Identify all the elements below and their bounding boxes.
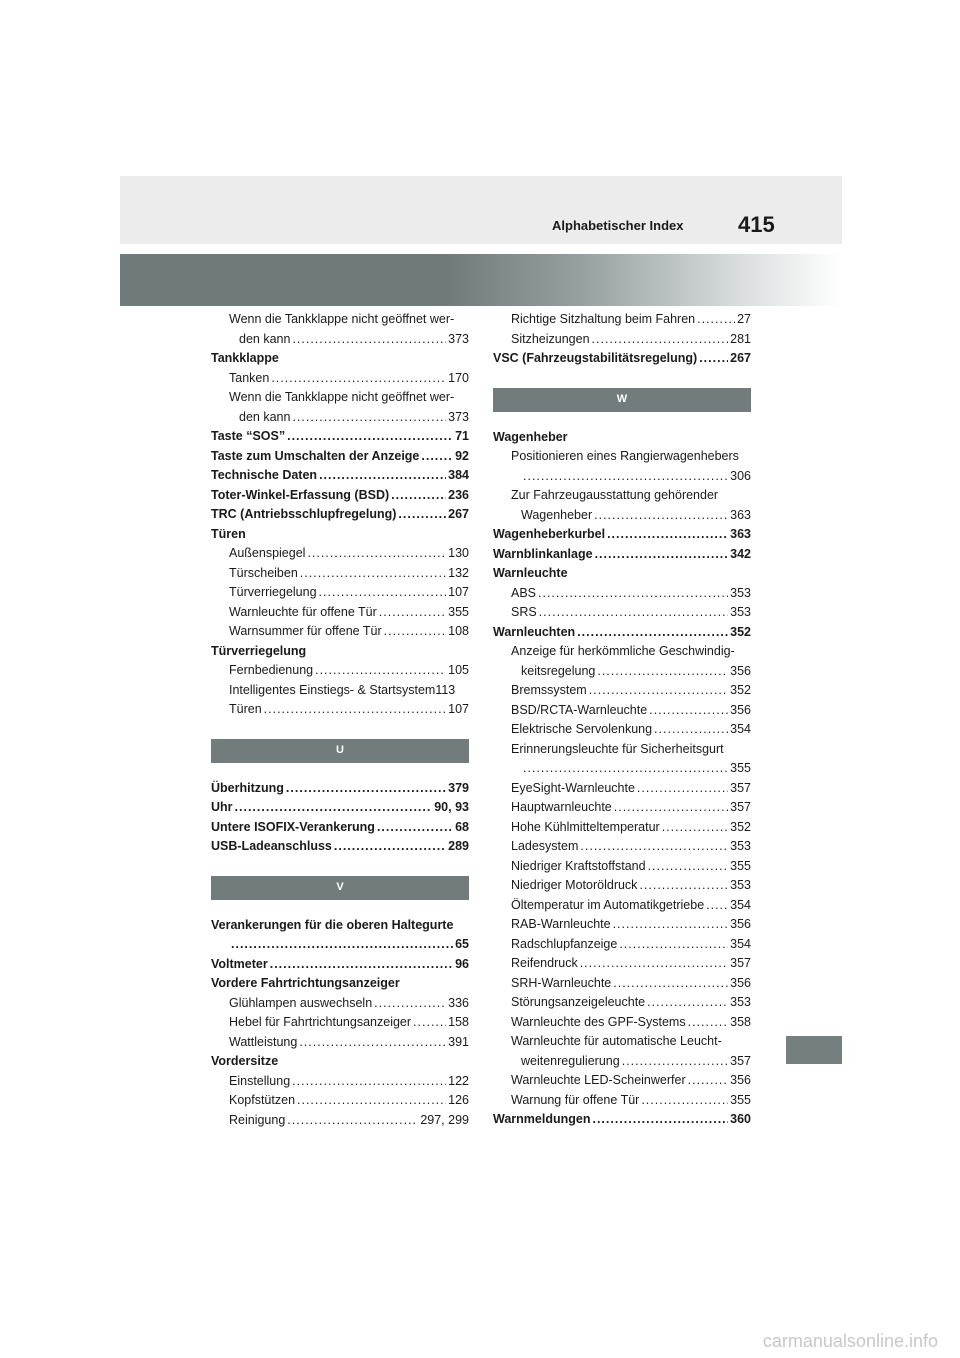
dot-leader (622, 1052, 728, 1072)
entry-label: Uhr (211, 800, 233, 814)
dot-leader (315, 661, 446, 681)
page-reference: 354 (730, 897, 751, 912)
letter-heading-v: V (211, 876, 469, 900)
index-subentry (493, 603, 751, 623)
page-reference: 357 (730, 780, 751, 795)
watermark: carmanualsonline.info (762, 1331, 938, 1351)
dot-leader (271, 369, 446, 389)
index-subentry (493, 330, 751, 350)
index-subentry (493, 701, 751, 721)
index-heading: Warnleuchte (493, 566, 568, 580)
entry-label: Kopfstützen (229, 1093, 296, 1107)
entry-label: ABS (511, 585, 537, 600)
page-reference: 357 (730, 956, 751, 970)
dot-leader (613, 974, 728, 994)
page-reference: 92 (455, 448, 469, 463)
dot-leader (589, 681, 728, 701)
index-subentry (493, 506, 751, 526)
dot-leader (319, 583, 447, 603)
dot-leader (384, 622, 447, 642)
dot-leader (523, 759, 728, 779)
entry-label: Einstellung (229, 1073, 291, 1088)
dot-leader (613, 915, 729, 935)
dot-leader (421, 447, 453, 467)
page-reference: 353 (730, 878, 751, 892)
entry-label: Warnung für offene Tür (511, 1092, 640, 1107)
index-heading: Wagenheber (493, 429, 568, 444)
dot-leader (398, 505, 446, 525)
index-entry (211, 818, 469, 838)
index-block-t (211, 310, 469, 720)
page-reference: 108 (448, 624, 469, 638)
index-entry (211, 466, 469, 486)
page-reference: 391 (448, 1034, 469, 1049)
dot-leader (580, 954, 728, 974)
dot-leader (319, 466, 446, 486)
dot-leader (577, 623, 728, 643)
dot-leader (641, 1091, 728, 1111)
page-reference: 336 (448, 995, 469, 1010)
index-subentry-text: Wenn die Tankklappe nicht geöffnet wer- (229, 390, 455, 404)
dot-leader (688, 1071, 729, 1091)
index-subentry (211, 661, 469, 681)
dot-leader (297, 1091, 446, 1111)
index-block-u (211, 779, 469, 857)
index-subentry (493, 720, 751, 740)
dot-leader (592, 1110, 728, 1130)
entry-label: Taste zum Umschalten der Anzeige (211, 448, 420, 463)
entry-label: weitenregulierung (521, 1053, 620, 1068)
index-subentry (211, 544, 469, 564)
page-reference: 236 (448, 487, 469, 502)
header-band (120, 176, 842, 244)
dot-leader (699, 349, 728, 369)
index-entry (493, 623, 751, 643)
page-reference: 281 (730, 331, 751, 346)
entry-label: Warnmeldungen (493, 1112, 591, 1126)
page-reference: 105 (448, 663, 469, 677)
page-reference: 90, 93 (434, 800, 469, 814)
index-block-v (211, 916, 469, 1131)
page-reference: 352 (730, 683, 751, 697)
index-block-w (493, 428, 751, 1130)
index-subentry-text: Warnleuchte für automatische Leucht- (511, 1034, 722, 1048)
dot-leader (595, 545, 729, 565)
page-reference: 355 (730, 858, 751, 873)
index-subentry (493, 798, 751, 818)
index-subentry (493, 779, 751, 799)
dot-leader (580, 837, 728, 857)
index-column-left (211, 310, 469, 1130)
entry-label: VSC (Fahrzeugstabilitätsregelung) (493, 351, 698, 365)
dot-leader (292, 408, 446, 428)
entry-label: Wagenheberkurbel (493, 527, 606, 541)
page-reference: 384 (448, 468, 469, 482)
index-heading: Vordere Fahrtrichtungsanzeiger (211, 976, 400, 990)
page-reference: 358 (730, 1014, 751, 1029)
page-reference: 356 (730, 975, 751, 990)
dot-leader (654, 720, 728, 740)
dot-leader (648, 857, 729, 877)
dot-leader (639, 876, 728, 896)
index-block-top (493, 310, 751, 369)
index-subentry (211, 1013, 469, 1033)
page-reference: 354 (730, 722, 751, 736)
entry-label: den kann (239, 331, 291, 346)
entry-label: USB-Ladeanschluss (211, 839, 332, 853)
page-reference: 357 (730, 800, 751, 814)
index-entry (493, 349, 751, 369)
entry-label: Außenspiegel (229, 546, 306, 560)
index-subentry (493, 1071, 751, 1091)
entry-label: Türen (229, 702, 262, 716)
dot-leader (391, 486, 446, 506)
index-subentry-text: Zur Fahrzeugausstattung gehörender (511, 488, 719, 502)
index-entry (211, 837, 469, 857)
dot-leader (379, 603, 446, 623)
page-reference: 267 (448, 507, 469, 521)
entry-label: Reifendruck (511, 956, 578, 970)
dot-leader (413, 1013, 446, 1033)
index-column-right (493, 310, 751, 1130)
index-subentry (211, 330, 469, 350)
entry-label: Hohe Kühlmitteltemperatur (511, 819, 660, 834)
dot-leader (287, 1111, 418, 1131)
dot-leader (231, 935, 453, 955)
entry-label: den kann (239, 409, 291, 424)
index-subentry (493, 1091, 751, 1111)
index-subentry-text: Erinnerungsleuchte für Sicherheitsgurt (511, 741, 724, 756)
page-reference: 356 (730, 663, 751, 678)
entry-label: Öltemperatur im Automatikgetriebe (511, 897, 705, 912)
index-heading: Türen (211, 526, 246, 541)
page-reference: 158 (448, 1015, 469, 1029)
index-heading: Tankklappe (211, 351, 279, 365)
entry-label: Untere ISOFIX-Verankerung (211, 819, 375, 834)
index-subentry (211, 994, 469, 1014)
entry-label: Warnblinkanlage (493, 546, 593, 561)
index-subentry (493, 310, 751, 330)
index-subentry (211, 408, 469, 428)
entry-label: Technische Daten (211, 468, 318, 482)
entry-label: Wattleistung (229, 1034, 298, 1049)
index-subentry-text: Anzeige für herkömmliche Geschwindig- (511, 644, 735, 658)
entry-label: Niedriger Kraftstoffstand (511, 858, 646, 873)
entry-label: Taste “SOS” (211, 429, 286, 443)
index-subentry (211, 1091, 469, 1111)
index-subentry (493, 993, 751, 1013)
index-subentry (211, 935, 469, 955)
page-reference: 355 (730, 1092, 751, 1107)
page-reference: 353 (730, 995, 751, 1009)
entry-label: Fernbedienung (229, 663, 314, 677)
page-reference: 355 (730, 761, 751, 775)
page-reference: 27 (737, 312, 751, 326)
entry-label: Glühlampen auswechseln (229, 995, 373, 1010)
dot-leader (647, 993, 728, 1013)
dot-leader (592, 330, 729, 350)
page-reference: 356 (730, 917, 751, 931)
dot-leader (619, 935, 728, 955)
entry-label: Türscheiben (229, 565, 298, 580)
index-subentry (493, 876, 751, 896)
entry-label: Warnsummer für offene Tür (229, 624, 382, 638)
index-heading: Vordersitze (211, 1054, 279, 1068)
dot-leader (307, 544, 446, 564)
index-entry (493, 525, 751, 545)
dot-leader (334, 837, 446, 857)
page-reference: 126 (448, 1093, 469, 1107)
entry-label: Hebel für Fahrtrichtungsanzeiger (229, 1015, 412, 1029)
entry-label: Überhitzung (211, 780, 284, 795)
index-subentry-text: Positionieren eines Rangierwagenhebers (511, 449, 739, 463)
index-subentry (211, 369, 469, 389)
index-heading: Verankerungen für die oberen Haltegurte (211, 917, 454, 932)
page-reference: 107 (448, 702, 469, 716)
index-heading: Türverriegelung (211, 643, 307, 658)
dot-leader (292, 1072, 446, 1092)
dot-leader (538, 584, 728, 604)
dot-leader (235, 798, 433, 818)
page-reference: 68 (455, 819, 469, 834)
index-entry (493, 1110, 751, 1130)
dot-leader (264, 700, 446, 720)
page-reference: 306 (730, 468, 751, 483)
dot-leader (286, 779, 446, 799)
dot-leader (597, 662, 728, 682)
entry-label: Elektrische Servolenkung (511, 722, 653, 736)
dot-leader (287, 427, 453, 447)
index-subentry (493, 837, 751, 857)
letter-heading-w: W (493, 388, 751, 412)
entry-label: TRC (Antriebsschlupfregelung) (211, 507, 397, 521)
page-reference: 65 (455, 937, 469, 951)
page-reference: 357 (730, 1053, 751, 1068)
entry-label: Richtige Sitzhaltung beim Fahren (511, 312, 696, 326)
dot-leader (292, 330, 446, 350)
page-reference: 122 (448, 1073, 469, 1088)
page-reference: 356 (730, 702, 751, 717)
page-reference: 170 (448, 370, 469, 385)
index-subentry (493, 467, 751, 487)
index-entry (211, 955, 469, 975)
page-reference: 96 (455, 956, 469, 971)
entry-label: Türverriegelung (229, 585, 317, 599)
page-reference: 267 (730, 351, 751, 365)
index-entry (211, 779, 469, 799)
letter-heading-u: U (211, 739, 469, 763)
entry-label: Reinigung (229, 1112, 286, 1127)
page-reference: 356 (730, 1073, 751, 1087)
dot-leader (637, 779, 728, 799)
page-reference: 71 (455, 429, 469, 443)
entry-label: RAB-Warnleuchte (511, 917, 611, 931)
index-subentry (493, 1052, 751, 1072)
entry-label: Toter-Winkel-Erfassung (BSD) (211, 487, 390, 502)
page-reference: 363 (730, 507, 751, 522)
index-subentry (211, 1072, 469, 1092)
entry-label: Bremssystem (511, 683, 587, 697)
dot-leader (614, 798, 728, 818)
page-reference: 360 (730, 1112, 751, 1126)
index-entry (211, 505, 469, 525)
dot-leader (594, 506, 728, 526)
entry-label: Ladesystem (511, 839, 579, 853)
entry-label: Radschlupfanzeige (511, 936, 618, 951)
index-subentry (493, 1013, 751, 1033)
section-title: Alphabetischer Index (552, 218, 684, 233)
entry-label: BSD/RCTA-Warnleuchte (511, 702, 648, 717)
entry-label: Störungsanzeigeleuchte (511, 995, 646, 1009)
dot-leader (662, 818, 728, 838)
dot-leader (607, 525, 728, 545)
page-reference: 353 (730, 585, 751, 600)
dot-leader (706, 896, 728, 916)
index-subentry (493, 915, 751, 935)
dot-leader (270, 955, 453, 975)
index-entry (493, 545, 751, 565)
entry-label: Tanken (229, 370, 270, 385)
index-entry (211, 427, 469, 447)
index-subentry (211, 1111, 469, 1131)
index-entry (211, 486, 469, 506)
index-subentry (493, 935, 751, 955)
index-entry (211, 798, 469, 818)
entry-label: Warnleuchten (493, 624, 576, 639)
index-subentry (211, 1033, 469, 1053)
page-number: 415 (738, 212, 775, 237)
index-subentry (493, 584, 751, 604)
entry-label: Voltmeter (211, 956, 268, 971)
page-reference: 297, 299 (420, 1112, 469, 1127)
index-subentry-text: Intelligentes Einstiegs- & Startsystem113 (229, 682, 456, 697)
page-reference: 107 (448, 585, 469, 599)
dot-leader (539, 603, 728, 623)
dot-leader (697, 310, 735, 330)
page-reference: 354 (730, 936, 751, 951)
chapter-tab (786, 1036, 842, 1064)
page-reference: 373 (448, 331, 469, 346)
index-subentry (211, 583, 469, 603)
dot-leader (523, 467, 728, 487)
page-reference: 379 (448, 780, 469, 795)
entry-label: Warnleuchte LED-Scheinwerfer (511, 1073, 686, 1087)
dot-leader (649, 701, 728, 721)
index-subentry (211, 564, 469, 584)
index-subentry (493, 759, 751, 779)
index-subentry (493, 974, 751, 994)
page-reference: 355 (448, 604, 469, 619)
entry-label: SRS (511, 605, 537, 619)
index-subentry (211, 603, 469, 623)
header-gradient-bar (120, 254, 842, 306)
entry-label: Hauptwarnleuchte (511, 800, 612, 814)
dot-leader (374, 994, 446, 1014)
index-subentry (211, 700, 469, 720)
entry-label: Niedriger Motoröldruck (511, 878, 638, 892)
page-reference: 130 (448, 546, 469, 560)
index-subentry (493, 662, 751, 682)
dot-leader (688, 1013, 729, 1033)
page-reference: 363 (730, 527, 751, 541)
page-reference: 289 (448, 839, 469, 853)
entry-label: EyeSight-Warnleuchte (511, 780, 635, 795)
page-reference: 373 (448, 409, 469, 424)
index-subentry (493, 954, 751, 974)
index-subentry (493, 857, 751, 877)
entry-label: Sitzheizungen (511, 331, 590, 346)
index-subentry (211, 622, 469, 642)
index-subentry (493, 818, 751, 838)
page-reference: 352 (730, 624, 751, 639)
entry-label: keitsregelung (521, 663, 596, 678)
page-reference: 353 (730, 839, 751, 853)
page-reference: 342 (730, 546, 751, 561)
dot-leader (300, 564, 446, 584)
page-reference: 132 (448, 565, 469, 580)
index-subentry (493, 896, 751, 916)
dot-leader (299, 1033, 446, 1053)
entry-label: Warnleuchte des GPF-Systems (511, 1014, 686, 1029)
entry-label: Wagenheber (521, 507, 593, 522)
entry-label: SRH-Warnleuchte (511, 975, 612, 990)
page-reference: 353 (730, 605, 751, 619)
dot-leader (377, 818, 453, 838)
page-reference: 352 (730, 819, 751, 834)
index-subentry (493, 681, 751, 701)
index-entry (211, 447, 469, 467)
index-subentry-text: Wenn die Tankklappe nicht geöffnet wer- (229, 312, 455, 326)
entry-label: Warnleuchte für offene Tür (229, 604, 377, 619)
